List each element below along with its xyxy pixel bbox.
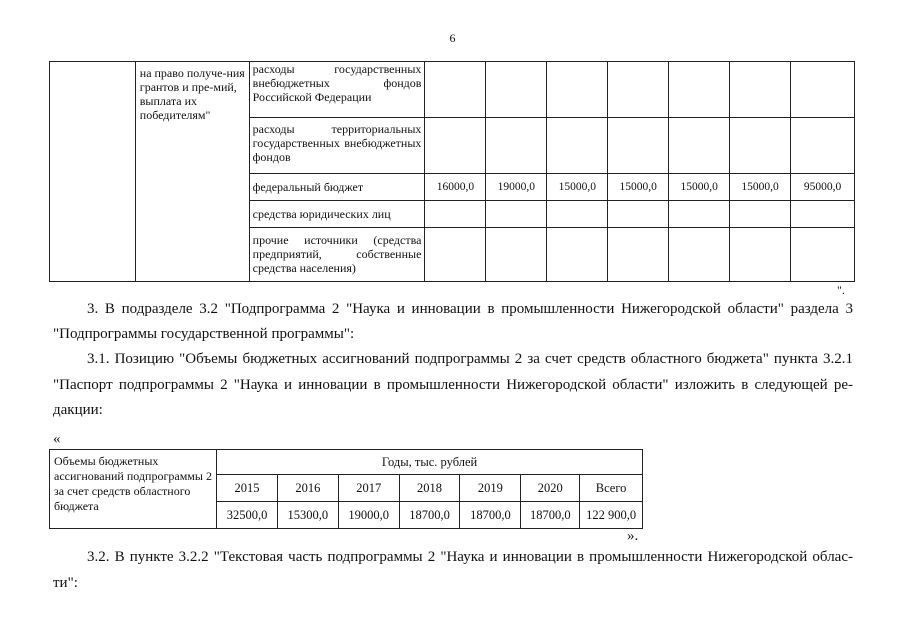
opening-guillemet: « <box>53 431 61 447</box>
value-cell <box>486 228 547 282</box>
year-cell: 2018 <box>399 475 460 502</box>
paragraph-3-line-1: 3. В подразделе 3.2 "Подпрограмма 2 "Наука и инновации в промышленности Нижегородской области" раздела 3 <box>87 301 853 317</box>
value-cell: 15000,0 <box>669 174 730 201</box>
goal-cell: на право получе-ния грантов и пре-мий, выплата их победителям" <box>135 62 249 282</box>
page-number: 6 <box>449 31 456 45</box>
value-cell <box>608 201 669 228</box>
paragraph-3-line-2: "Подпрограммы государственной программы": <box>53 326 355 342</box>
value-cell <box>547 62 608 118</box>
value-cell: 19000,0 <box>486 174 547 201</box>
value-cell <box>425 201 486 228</box>
value-cell <box>486 62 547 118</box>
value-cell <box>608 228 669 282</box>
paragraph-3-2-line-2: ти": <box>53 575 78 591</box>
value-cell <box>730 62 791 118</box>
value-cell <box>730 228 791 282</box>
value-cell: 18700,0 <box>399 502 460 529</box>
year-cell: 2015 <box>217 475 278 502</box>
value-cell <box>669 201 730 228</box>
budget-volume-label: Объемы бюджетных ассигнований подпрограммы 2 за счет средств областного бюджета <box>50 450 217 529</box>
year-cell: 2020 <box>521 475 580 502</box>
source-cell: средства юридических лиц <box>249 201 425 228</box>
value-cell <box>669 62 730 118</box>
value-cell <box>486 201 547 228</box>
paragraph-3-1-line-1: 3.1. Позицию "Объемы бюджетных ассигнований подпрограммы 2 за счет средств областного бюджета" пункта 3.2.1 <box>87 351 853 367</box>
funding-sources-table <box>49 61 855 282</box>
year-cell: 2017 <box>338 475 399 502</box>
value-cell: 15300,0 <box>277 502 338 529</box>
budget-volume-table <box>49 449 643 529</box>
year-cell: 2016 <box>277 475 338 502</box>
value-cell <box>669 228 730 282</box>
value-cell <box>730 201 791 228</box>
paragraph-3-1-line-3: дакции: <box>53 402 103 418</box>
paragraph-3-2-line-1: 3.2. В пункте 3.2.2 "Текстовая часть подпрограммы 2 "Наука и инновации в промышленности Нижегородской облас- <box>87 549 853 565</box>
table-closing-quote: ". <box>837 283 845 297</box>
value-cell <box>425 228 486 282</box>
value-cell <box>608 118 669 174</box>
source-cell: прочие источники (средства предприятий, собственные средства населения) <box>249 228 425 282</box>
value-cell <box>547 201 608 228</box>
total-value-cell: 122 900,0 <box>580 502 643 529</box>
paragraph-3-1-line-2: "Паспорт подпрограммы 2 "Наука и инновации в промышленности Нижегородской области" изложить в следующей ре- <box>53 377 853 393</box>
source-cell: федеральный бюджет <box>249 174 425 201</box>
years-header: Годы, тыс. рублей <box>217 450 643 475</box>
closing-guillemet: ». <box>627 528 639 544</box>
empty-cell <box>50 62 136 282</box>
value-cell <box>791 62 855 118</box>
value-cell <box>791 118 855 174</box>
value-cell <box>547 118 608 174</box>
value-cell <box>425 62 486 118</box>
value-cell: 16000,0 <box>425 174 486 201</box>
value-cell: 15000,0 <box>730 174 791 201</box>
value-cell <box>669 118 730 174</box>
value-cell <box>486 118 547 174</box>
value-cell <box>730 118 791 174</box>
value-cell <box>425 118 486 174</box>
value-cell <box>608 62 669 118</box>
value-cell <box>791 201 855 228</box>
value-cell: 18700,0 <box>460 502 521 529</box>
table-row <box>50 62 855 118</box>
source-cell: расходы государственных внебюджетных фондов Российской Федерации <box>249 62 425 118</box>
value-cell <box>547 228 608 282</box>
value-cell: 15000,0 <box>608 174 669 201</box>
table-row <box>50 450 643 475</box>
total-header-cell: Всего <box>580 475 643 502</box>
value-cell: 15000,0 <box>547 174 608 201</box>
year-cell: 2019 <box>460 475 521 502</box>
value-cell: 19000,0 <box>338 502 399 529</box>
value-cell: 32500,0 <box>217 502 278 529</box>
value-cell: 95000,0 <box>791 174 855 201</box>
value-cell <box>791 228 855 282</box>
source-cell: расходы территориальных государственных внебюджетных фондов <box>249 118 425 174</box>
value-cell: 18700,0 <box>521 502 580 529</box>
